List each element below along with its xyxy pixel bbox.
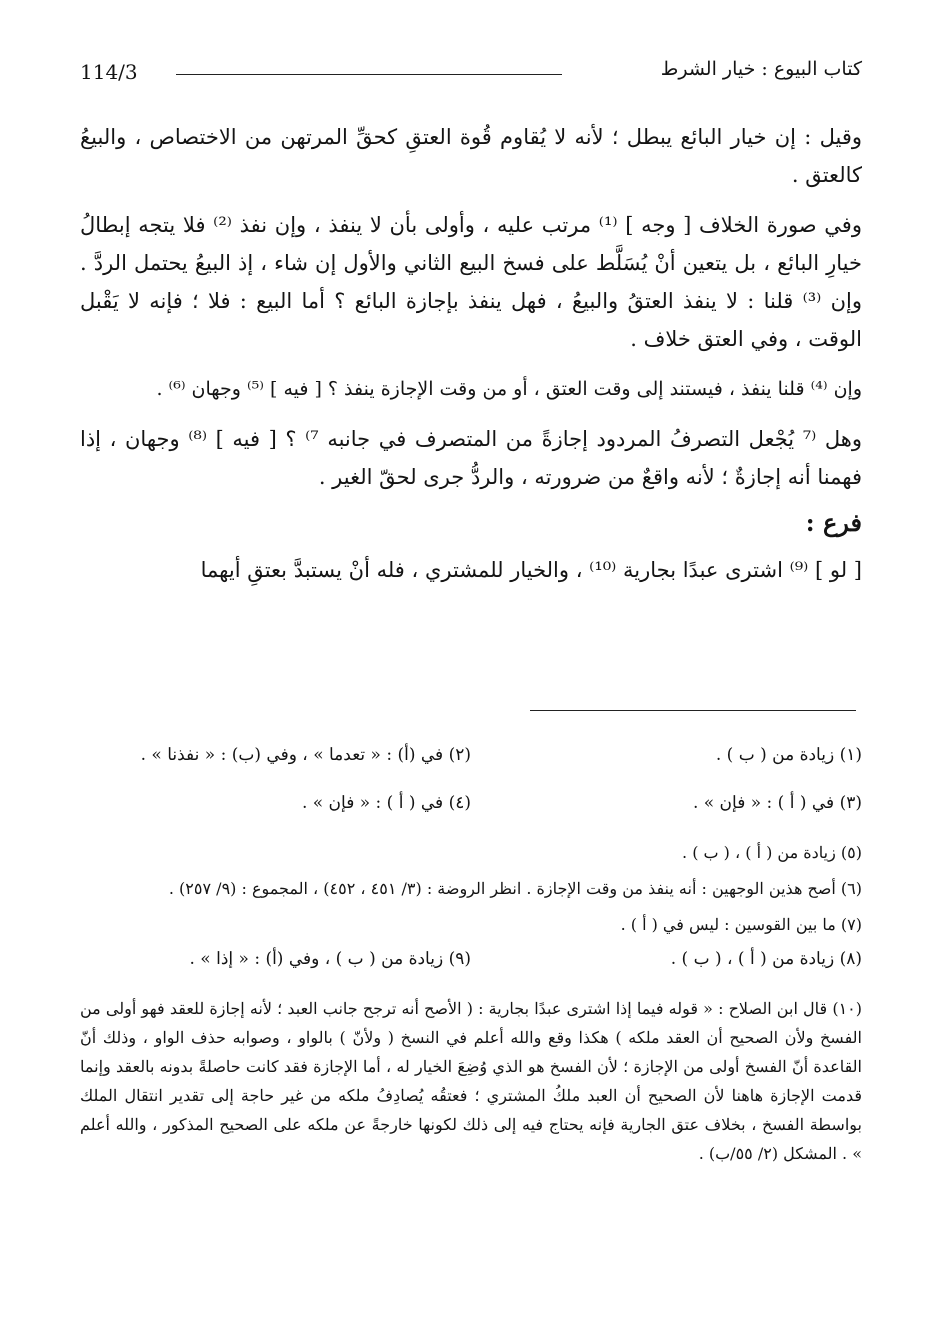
footnote-10: (١٠) قال ابن الصلاح : « قوله فيما إذا اشترى عبدًا بجارية : ( الأصح أنه ترجح جانب العبد ؛ لأنه إجازة للعقد فهو أولى من الفسخ ولأن الصحيح أن العقد ملكه ) هكذا وقع والله أعلم في النسخ ( ولأنّ ) بالواو ، وصوابه حذف الواو ، وذلك أنّ القاعدة أنّ الفسخ أولى من الإجازة ؛ لأن الفسخ هو الذي وُضِعَ الخيار له ، أما الإجازة فقد كانت حاصلةً بدونه بالعقد وإنما قدمت الإجازة هاهنا لأن الصحيح أن العبد ملكُ المشتري ؛ فعتقُه يُصادِفُ ملكه من غير حاجة إلى تقدير انتقال الملك بواسطة الفسخ ، بخلاف عتق الجارية فإنه يحتاج فيه إلى ذلك لكونها خارجةً عن ملكه على الصحيح المذكور ، والله أعلم » . المشكل (٢/ ٥٥/ب) . — [80, 999, 862, 1163]
footnote-1: (١) زيادة من ( ب ) . — [715, 745, 862, 765]
paragraph-2: وفي صورة الخلاف [ وجه ] ⁽¹⁾ مرتب عليه ، وأولى بأن لا ينفذ ، وإن نفذ ⁽²⁾ فلا يتجه إبطالُ خيارِ البائع ، بل يتعين أنْ يُسَلَّط على فسخ البيع الثاني والأول إن شاء ، إذ البيعُ يحتمل الردَّ . وإن ⁽³⁾ قلنا : لا ينفذ العتقُ والبيعُ ، فهل ينفذ بإجازة البائع ؟ أما البيع : فلا ؛ فإنه لا يَقْبل الوقت ، وفي العتق خلاف . — [80, 213, 862, 351]
footnote-3: (٣) في ( أ ) : « فإن » . — [692, 793, 862, 813]
footnote-4: (٤) في ( أ ) : « فإن » . — [301, 793, 471, 813]
body-text — [80, 118, 862, 601]
footnote-2: (٢) في (أ) : « تعدما » ، وفي (ب) : « نفذنا » . — [140, 745, 471, 765]
running-head: كتاب البيوع : خيار الشرط — [660, 58, 862, 80]
paragraph-3: وإن ⁽⁴⁾ قلنا ينفذ ، فيستند إلى وقت العتق ، أو من وقت الإجازة ينفذ ؟ [ فيه ] ⁽⁵⁾ وجهان ⁽⁶⁾ . — [156, 378, 862, 400]
footnote-row — [80, 946, 862, 994]
page-number: 114/3 — [80, 60, 138, 84]
header-rule — [176, 74, 562, 75]
footnote-8: (٨) زيادة من ( أ ) ، ( ب ) . — [670, 949, 862, 969]
footnote-separator — [530, 710, 856, 711]
paragraph-1: وقيل : إن خيار البائع يبطل ؛ لأنه لا يُقاوم قُوة العتقِ كحقِّ المرتهن من الاختصاص ، والبيعُ كالعتق . — [80, 125, 862, 187]
footnote-row — [80, 790, 862, 838]
footnote-5: (٥) زيادة من ( أ ) ، ( ب ) . — [682, 843, 862, 862]
section-heading: فرع : — [805, 508, 862, 537]
footnote-6: (٦) أصح هذين الوجهين : أنه ينفذ من وقت الإجازة . انظر الروضة : (٣/ ٤٥١ ، ٤٥٢) ، المجموع : (٩/ ٢٥٧) . — [168, 879, 862, 898]
paragraph-4: وهل ⁽⁷ يُجْعل التصرفُ المردود إجازةً من المتصرف في جانبه ⁷⁾ ؟ [ فيه ] ⁽⁸⁾ وجهان ، إذا فهمنا أنه إجازةٌ ؛ لأنه واقعٌ من ضرورته ، والردُّ جرى لحقّ الغير . — [80, 427, 863, 489]
footnote-row — [80, 742, 862, 790]
page-header — [80, 58, 862, 94]
footnotes — [80, 742, 862, 1168]
final-paragraph: [ لو ] ⁽⁹⁾ اشترى عبدًا بجارية ⁽¹⁰⁾ ، والخيار للمشتري ، فله أنْ يستبدَّ بعتقِ أيهما — [200, 558, 862, 582]
footnote-9: (٩) زيادة من ( ب ) ، وفي (أ) : « إذا » . — [189, 949, 471, 969]
footnote-7: (٧) ما بين القوسين : ليس في ( أ ) . — [620, 915, 862, 934]
